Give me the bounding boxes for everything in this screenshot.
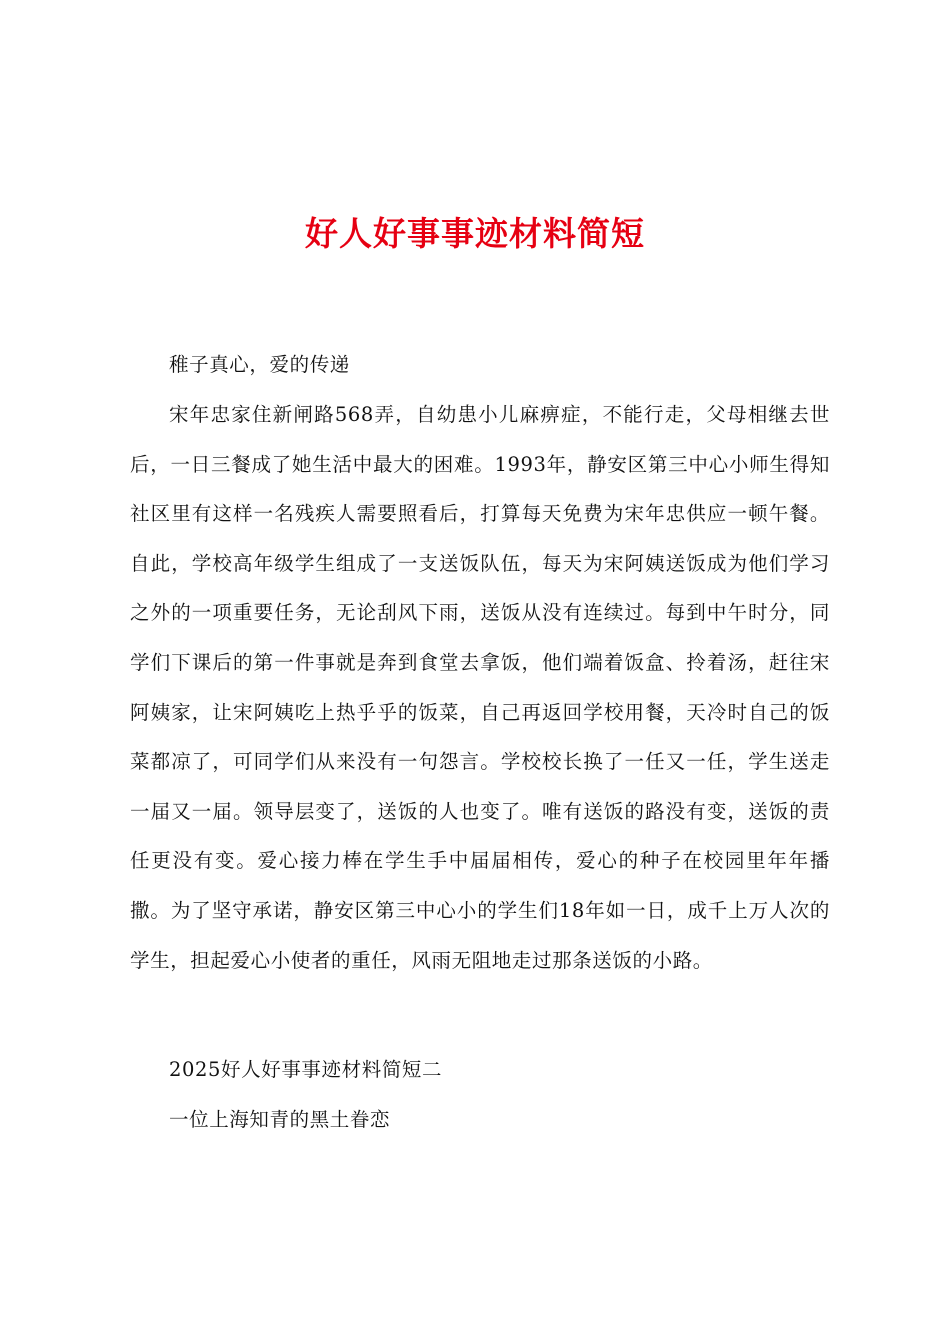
document-title: 好人好事事迹材料简短 — [305, 214, 645, 253]
second-article-title: 2025好人好事事迹材料简短二 — [169, 1058, 443, 1081]
second-article-heading: 一位上海知青的黑土眷恋 — [169, 1108, 391, 1131]
body-paragraph: 宋年忠家住新闸路568弄，自幼患小儿麻痹症，不能行走，父母相继去世后，一日三餐成了她生活中最大的困难。1993年，静安区第三中心小师生得知社区里有这样一名残疾人需要照看后，打算每天免费为宋年忠供应一顿午餐。自此，学校高年级学生组成了一支送饭队伍，每天为宋阿姨送饭成为他们学习之外的一项重要任务，无论刮风下雨，送饭从没有连续过。每到中午时分，同学们下课后的第一件事就是奔到食堂去拿饭，他们端着饭盒、拎着汤，赶往宋阿姨家，让宋阿姨吃上热乎乎的饭菜，自己再返回学校用餐，天冷时自己的饭菜都凉了，可同学们从来没有一句怨言。学校校长换了一任又一任，学生送走一届又一届。领导层变了，送饭的人也变了。唯有送饭的路没有变，送饭的责任更没有变。爱心接力棒在学生手中届届相传，爱心的种子在校园里年年播撒。为了坚守承诺，静安区第三中心小的学生们18年如一日，成千上万人次的学生，担起爱心小使者的重任，风雨无阻地走过那条送饭的小路。 — [130, 403, 830, 972]
section-heading: 稚子真心，爱的传递 — [169, 353, 350, 376]
